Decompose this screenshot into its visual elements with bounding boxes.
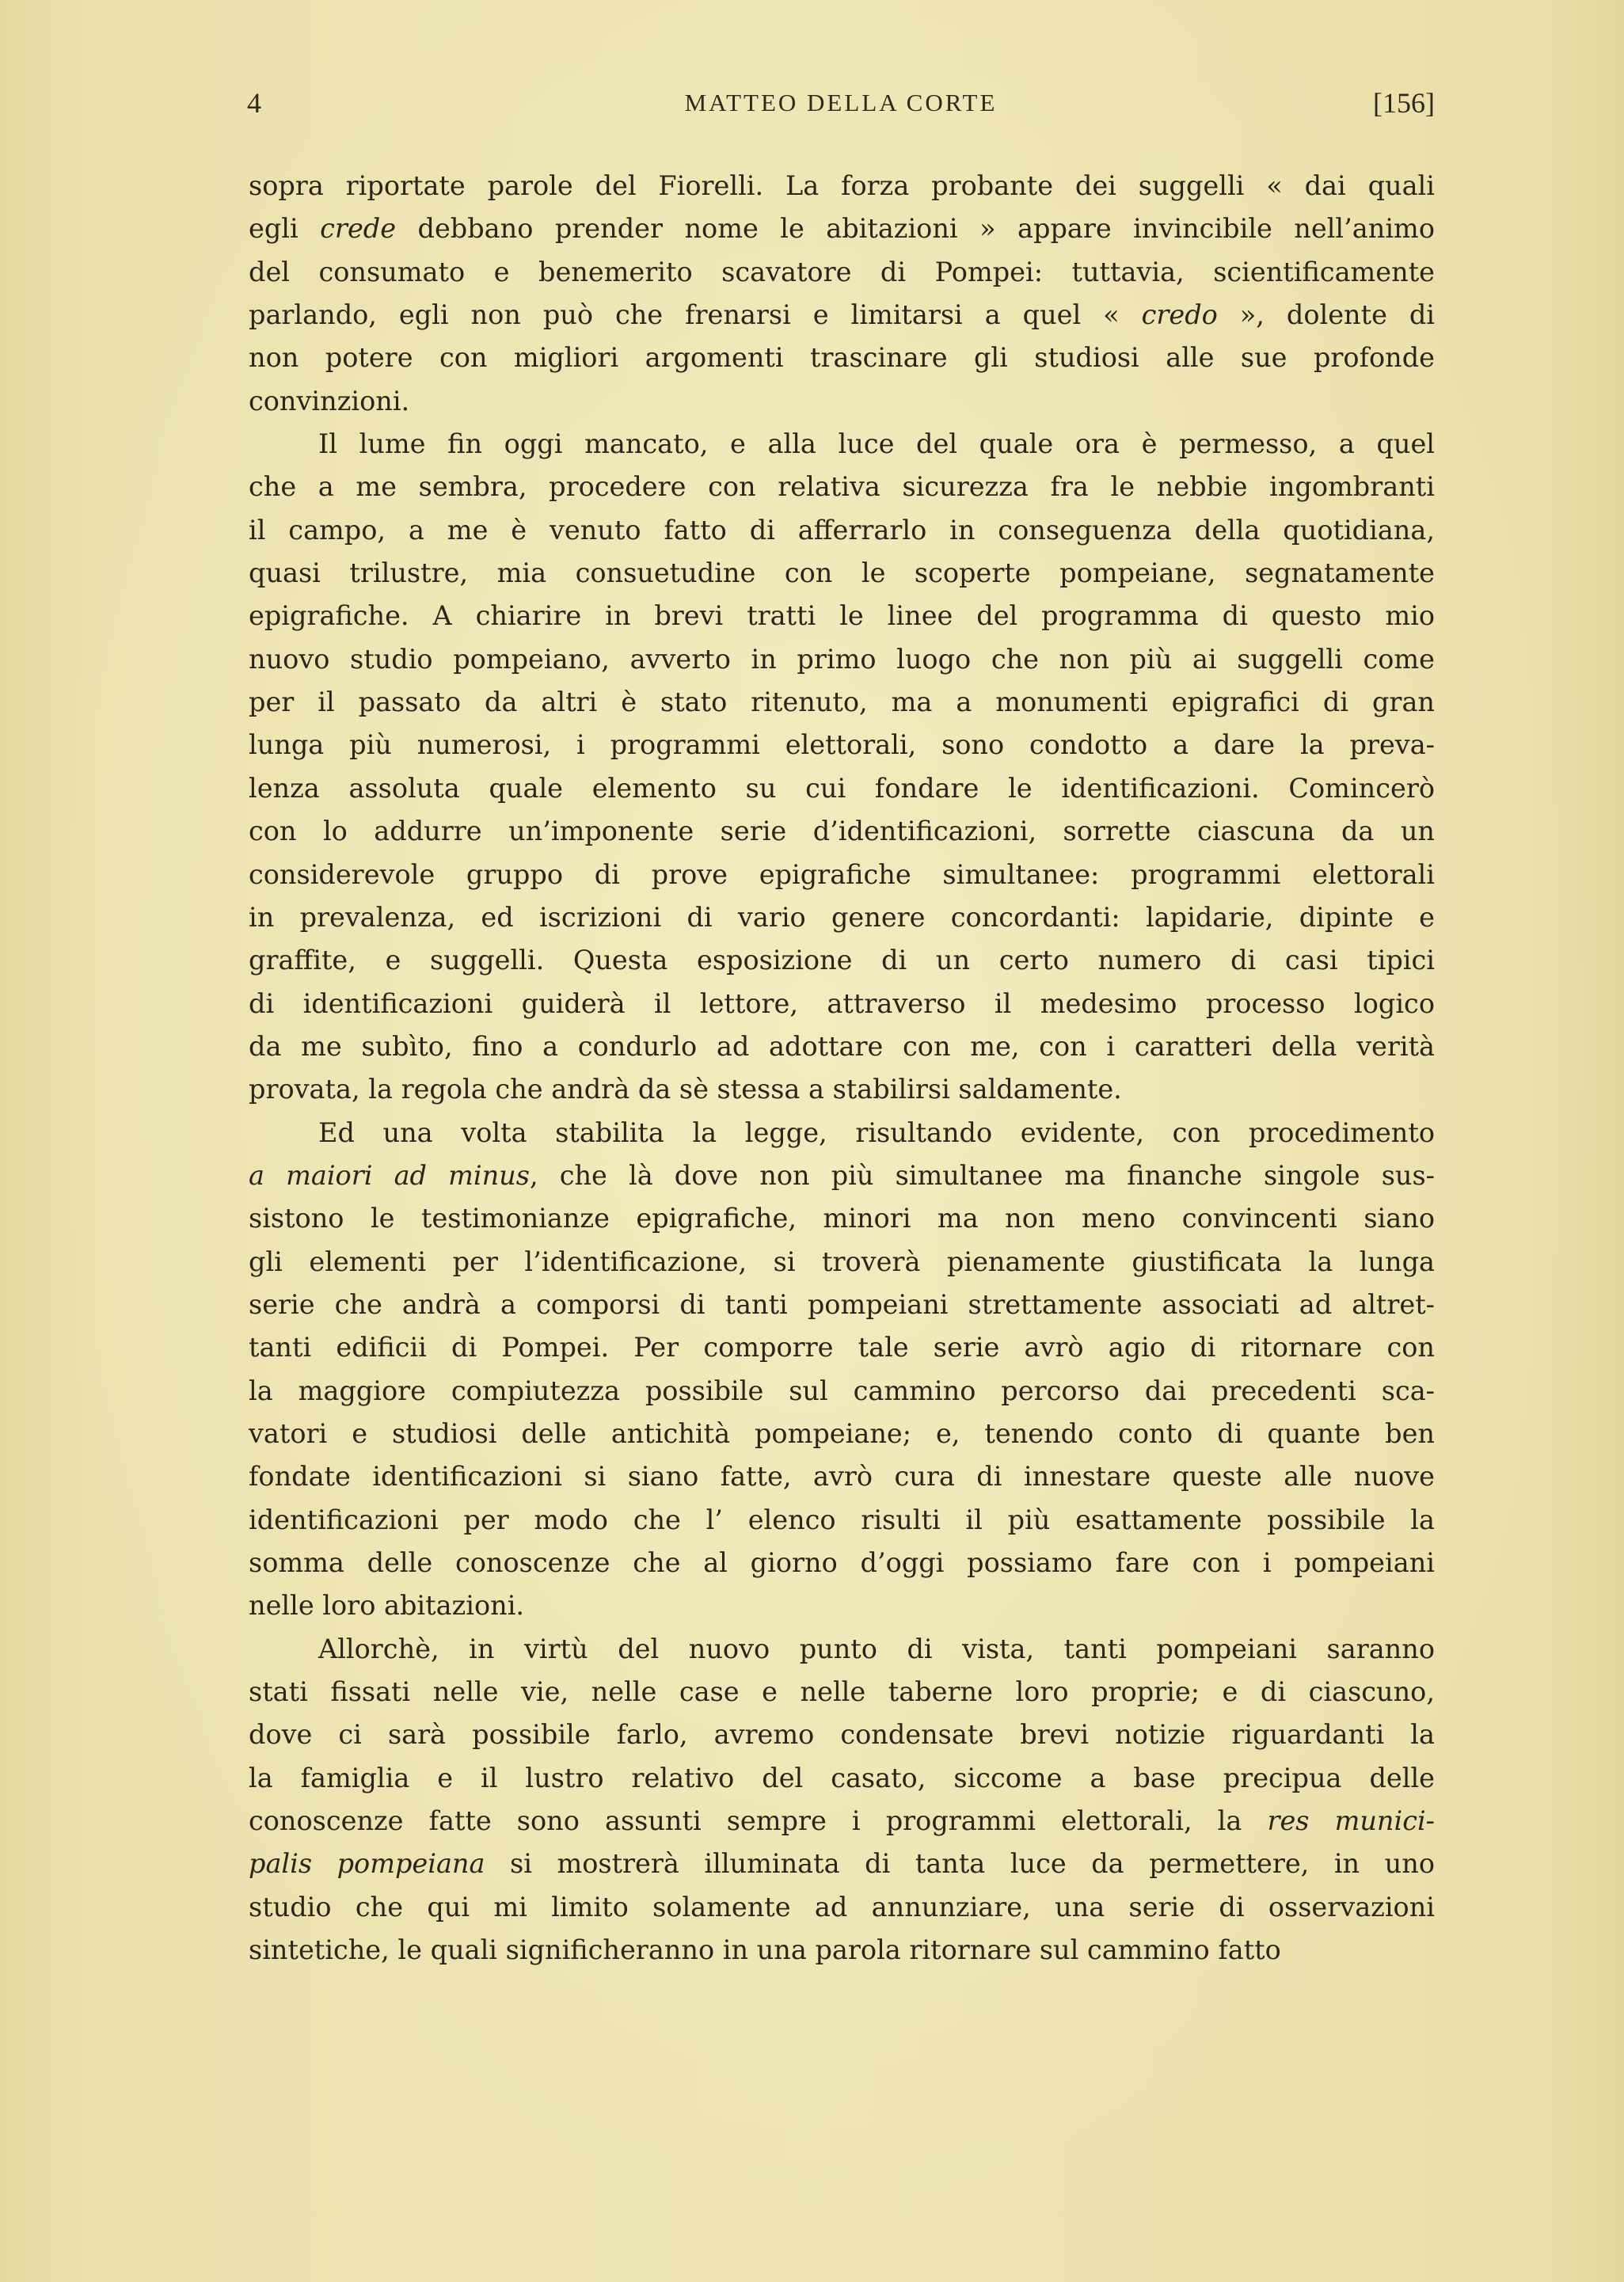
text-line: conoscenze fatte sono assunti sempre i programmi elettorali, la res munici- bbox=[249, 1805, 1435, 1837]
text-line: sintetiche, le quali significheranno in una parola ritornare sul cammino fatto bbox=[249, 1934, 1281, 1966]
text-line: tanti edificii di Pompei. Per comporre tale serie avrò agio di ritornare con bbox=[249, 1332, 1435, 1363]
paragraph bbox=[249, 1628, 1435, 1972]
text-line: studio che qui mi limito solamente ad annunziare, una serie di osservazioni bbox=[249, 1891, 1435, 1923]
text-line: a maiori ad minus, che là dove non più simultanee ma finanche singole sus- bbox=[249, 1159, 1435, 1191]
text-line: convinzioni. bbox=[249, 385, 410, 416]
text-line: graffite, e suggelli. Questa esposizione di un certo numero di casi tipici bbox=[249, 945, 1435, 976]
text-line: per il passato da altri è stato ritenuto, ma a monumenti epigrafici di gran bbox=[249, 687, 1435, 718]
text-line: serie che andrà a comporsi di tanti pompeiani strettamente associati ad altret- bbox=[249, 1288, 1435, 1320]
text-line: Il lume fin oggi mancato, e alla luce del quale ora è permesso, a quel bbox=[318, 428, 1435, 460]
text-line: di identificazioni guiderà il lettore, attraverso il medesimo processo logico bbox=[249, 987, 1435, 1019]
text-line: del consumato e benemerito scavatore di Pompei: tuttavia, scientificamente bbox=[249, 256, 1435, 287]
text-line: considerevole gruppo di prove epigrafiche simultanee: programmi elettorali bbox=[249, 858, 1435, 890]
original-page-number: [156] bbox=[1373, 87, 1435, 119]
text-line: palis pompeiana si mostrerà illuminata di tanta luce da permettere, in uno bbox=[249, 1848, 1435, 1880]
text-line: lunga più numerosi, i programmi elettorali, sono condotto a dare la preva- bbox=[249, 729, 1435, 761]
body-text bbox=[249, 165, 1435, 1972]
text-line: Allorchè, in virtù del nuovo punto di vista, tanti pompeiani saranno bbox=[318, 1633, 1435, 1664]
text-line: che a me sembra, procedere con relativa sicurezza fra le nebbie ingombranti bbox=[249, 471, 1435, 503]
text-line: nelle loro abitazioni. bbox=[249, 1590, 525, 1622]
paragraph bbox=[249, 165, 1435, 423]
text-line: fondate identificazioni si siano fatte, avrò cura di innestare queste alle nuove bbox=[249, 1461, 1435, 1493]
text-line: la maggiore compiutezza possibile sul cammino percorso dai precedenti sca- bbox=[249, 1375, 1435, 1406]
running-title: MATTEO DELLA CORTE bbox=[684, 89, 998, 116]
text-line: quasi trilustre, mia consuetudine con le scoperte pompeiane, segnatamente bbox=[249, 557, 1435, 589]
text-line: dove ci sarà possibile farlo, avremo condensate brevi notizie riguardanti la bbox=[249, 1719, 1435, 1751]
text-line: la famiglia e il lustro relativo del casato, siccome a base precipua delle bbox=[249, 1762, 1435, 1793]
text-line: somma delle conoscenze che al giorno d’oggi possiamo fare con i pompeiani bbox=[249, 1547, 1435, 1578]
text-line: sopra riportate parole del Fiorelli. La forza probante dei suggelli « dai quali bbox=[249, 170, 1435, 201]
text-line: il campo, a me è venuto fatto di afferrarlo in conseguenza della quotidiana, bbox=[249, 514, 1435, 546]
text-line: non potere con migliori argomenti trascinare gli studiosi alle sue profonde bbox=[249, 342, 1435, 374]
text-line: da me subìto, fino a condurlo ad adottare con me, con i caratteri della verità bbox=[249, 1030, 1435, 1062]
text-line: con lo addurre un’imponente serie d’identificazioni, sorrette ciascuna da un bbox=[249, 816, 1435, 847]
text-line: Ed una volta stabilita la legge, risultando evidente, con procedimento bbox=[318, 1116, 1435, 1148]
text-line: sistono le testimonianze epigrafiche, minori ma non meno convincenti siano bbox=[249, 1203, 1435, 1234]
text-line: lenza assoluta quale elemento su cui fondare le identificazioni. Comincerò bbox=[249, 772, 1435, 804]
text-line: nuovo studio pompeiano, avverto in primo luogo che non più ai suggelli come bbox=[249, 643, 1435, 675]
text-line: stati fissati nelle vie, nelle case e nelle taberne loro proprie; e di ciascuno, bbox=[249, 1676, 1435, 1708]
text-line: parlando, egli non può che frenarsi e limitarsi a quel « credo », dolente di bbox=[249, 299, 1435, 331]
running-head bbox=[247, 82, 1435, 124]
text-line: vatori e studiosi delle antichità pompeiane; e, tenendo conto di quante ben bbox=[249, 1417, 1435, 1449]
text-line: identificazioni per modo che l’ elenco risulti il più esattamente possibile la bbox=[249, 1504, 1435, 1535]
text-line: epigrafiche. A chiarire in brevi tratti le linee del programma di questo mio bbox=[249, 600, 1435, 632]
text-line: provata, la regola che andrà da sè stessa a stabilirsi saldamente. bbox=[249, 1074, 1122, 1105]
paragraph bbox=[249, 423, 1435, 1112]
page-number: 4 bbox=[247, 87, 261, 119]
text-line: gli elementi per l’identificazione, si troverà pienamente giustificata la lunga bbox=[249, 1246, 1435, 1277]
paragraph bbox=[249, 1112, 1435, 1628]
text-line: egli crede debbano prender nome le abitazioni » appare invincibile nell’animo bbox=[249, 213, 1435, 245]
text-line: in prevalenza, ed iscrizioni di vario genere concordanti: lapidarie, dipinte e bbox=[249, 901, 1435, 933]
